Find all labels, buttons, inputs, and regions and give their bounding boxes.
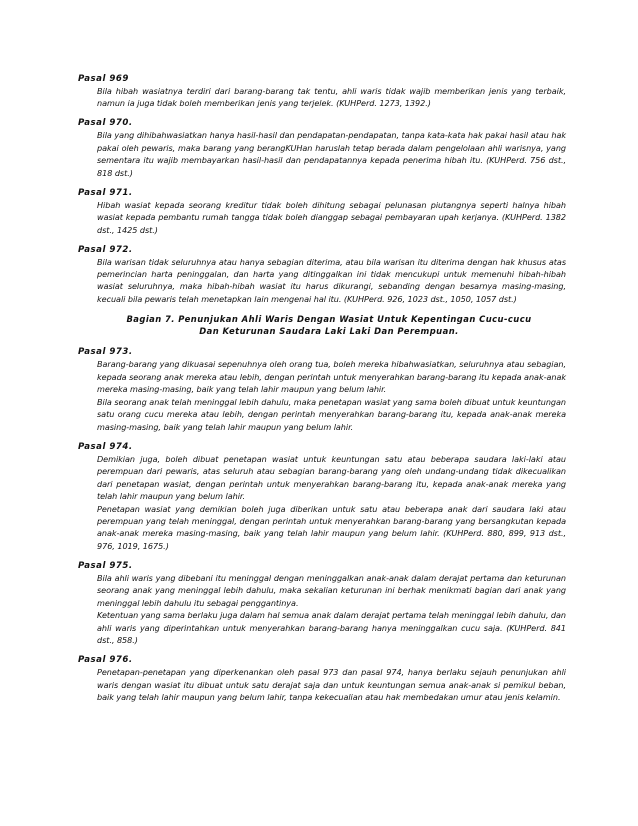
pasal-title: Pasal 969 xyxy=(78,74,129,84)
pasal-title: Pasal 974. xyxy=(78,441,133,452)
pasal-section xyxy=(78,441,566,553)
section-heading xyxy=(78,313,566,338)
pasal-body xyxy=(78,256,566,306)
pasal-title: Pasal 972. xyxy=(78,244,133,255)
pasal-body xyxy=(78,572,566,647)
pasal-body xyxy=(78,129,566,179)
pasal-paragraph: Bila hibah wasiatnya terdiri dari barang-barang tak tentu, ahli waris tidak wajib memberikan jenis yang terbaik, namun ia juga tidak boleh memberikan jenis yang terjelek. (KUHPerd. 1273, 1392.) xyxy=(97,86,566,109)
pasal-paragraph: Penetapan wasiat yang demikian boleh juga diberikan untuk satu atau beberapa anak dari saudara laki atau perempuan yang telah meninggal, dengan perintah untuk menyerahkan barang-barang yang bersangkutan kepada anak-anak mereka masing-masing, baik yang telah lahir maupun yang belum lahir. (KUHPerd. 880, 899, 913 dst., 976, 1019, 1675.) xyxy=(97,503,566,551)
pasal-group-before-heading xyxy=(78,73,566,305)
pasal-section xyxy=(78,654,566,703)
pasal-paragraph: Penetapan-penetapan yang diperkenankan oleh pasal 973 dan pasal 974, hanya berlaku sejauh penunjukan ahli waris dengan wasiat itu dibuat untuk satu derajat saja dan untuk keuntungan semua anak-anak si pemikul beban, baik yang telah lahir maupun yang belum lahir, tanpa kekecualian atau hak membedakan umur atau jenis kelamin. xyxy=(97,667,566,702)
pasal-section xyxy=(78,346,566,433)
pasal-body xyxy=(78,358,566,433)
pasal-section xyxy=(78,117,566,179)
heading-line-1: Bagian 7. Penunjukan Ahli Waris Dengan Wasiat Untuk Kepentingan Cucu-cucu xyxy=(126,313,532,324)
pasal-title: Pasal 970. xyxy=(78,118,133,129)
pasal-paragraph: Hibah wasiat kepada seorang kreditur tidak boleh dihitung sebagai pelunasan piutangnya seperti halnya hibah wasiat kepada pembantu rumah tangga tidak boleh dianggap sebagai pembayaran upah kerjanya. (KUHPerd. 1382 dst., 1425 dst.) xyxy=(97,199,566,235)
pasal-section xyxy=(78,244,566,306)
pasal-section xyxy=(78,187,566,236)
pasal-group-after-heading xyxy=(78,346,566,703)
pasal-paragraph: Bila ahli waris yang dibebani itu meninggal dengan meninggalkan anak-anak dalam derajat pertama dan keturunan seorang anak yang meninggal lebih dahulu, maka sekalian keturunan ini berhak menikmati bagian dari anak yang meninggal lebih dahulu itu sebagai penggantinya. xyxy=(97,572,566,608)
pasal-body xyxy=(78,85,566,110)
pasal-paragraph: Demikian juga, boleh dibuat penetapan wasiat untuk keuntungan satu atau beberapa saudara laki-laki atau perempuan dari pewaris, atas seluruh atau sebagian barang-barang yang oleh undang-undang tidak dikecualikan dari penetapan wasiat, dengan perintah untuk menyerahkan barang-barang itu, kepada anak-anak mereka yang telah lahir maupun yang belum lahir. xyxy=(97,453,566,502)
pasal-title: Pasal 971. xyxy=(78,187,133,198)
pasal-body xyxy=(78,453,566,553)
pasal-paragraph: Bila seorang anak telah meninggal lebih dahulu, maka penetapan wasiat yang sama boleh dibuat untuk keuntungan satu orang cucu mereka atau lebih, dengan perintah menyerahkan barang-barang itu, kepada anak-anak mereka masing-masing, baik yang telah lahir maupun yang belum lahir. xyxy=(97,396,566,432)
pasal-title: Pasal 975. xyxy=(78,560,133,571)
pasal-paragraph: Barang-barang yang dikuasai sepenuhnya oleh orang tua, boleh mereka hibahwasiatkan, seluruhnya atau sebagian, kepada seorang anak mereka atau lebih, dengan perintah untuk menyerahkan barang-barang itu kepada anak-anak mereka masing-masing, baik yang telah lahir maupun yang belum lahir. xyxy=(97,359,566,395)
pasal-paragraph: Ketentuan yang sama berlaku juga dalam hal semua anak dalam derajat pertama telah meninggal lebih dahulu, dan ahli waris yang diperintahkan untuk menyerahkan barang-barang hanya meninggalkan cucu saja. (KUHPerd. 841 dst., 858.) xyxy=(97,610,566,646)
pasal-body xyxy=(78,666,566,703)
pasal-paragraph: Bila warisan tidak seluruhnya atau hanya sebagian diterima, atau bila warisan itu diterima dengan hak khusus atas pemerincian harta peninggalan, dan harta yang ditinggalkan ini tidak mencukupi untuk memenuhi hibah-hibah wasiat seluruhnya, maka hibah-hibah wasiat itu harus dikurangi, sebanding dengan besarnya masing-masing, kecuali bila pewaris telah menetapkan lain mengenai hal itu. (KUHPerd. 926, 1023 dst., 1050, 1057 dst.) xyxy=(97,256,566,304)
pasal-paragraph: Bila yang dihibahwasiatkan hanya hasil-hasil dan pendapatan-pendapatan, tanpa kata-kata hak pakai hasil atau hak pakai oleh pewaris, maka barang yang berangKUHan haruslah tetap berada dalam pengelolaan ahli warisnya, yang sementara itu wajib membayarkan hasil-hasil dan pendapatannya kepada penerima hibah itu. (KUHPerd. 756 dst., 818 dst.) xyxy=(97,130,566,178)
pasal-title: Pasal 973. xyxy=(78,347,133,358)
pasal-section xyxy=(78,560,566,647)
heading-line-2: Dan Keturunan Saudara Laki Laki Dan Perempuan. xyxy=(199,326,459,337)
pasal-title: Pasal 976. xyxy=(78,655,133,666)
pasal-body xyxy=(78,199,566,236)
pasal-section xyxy=(78,73,566,110)
